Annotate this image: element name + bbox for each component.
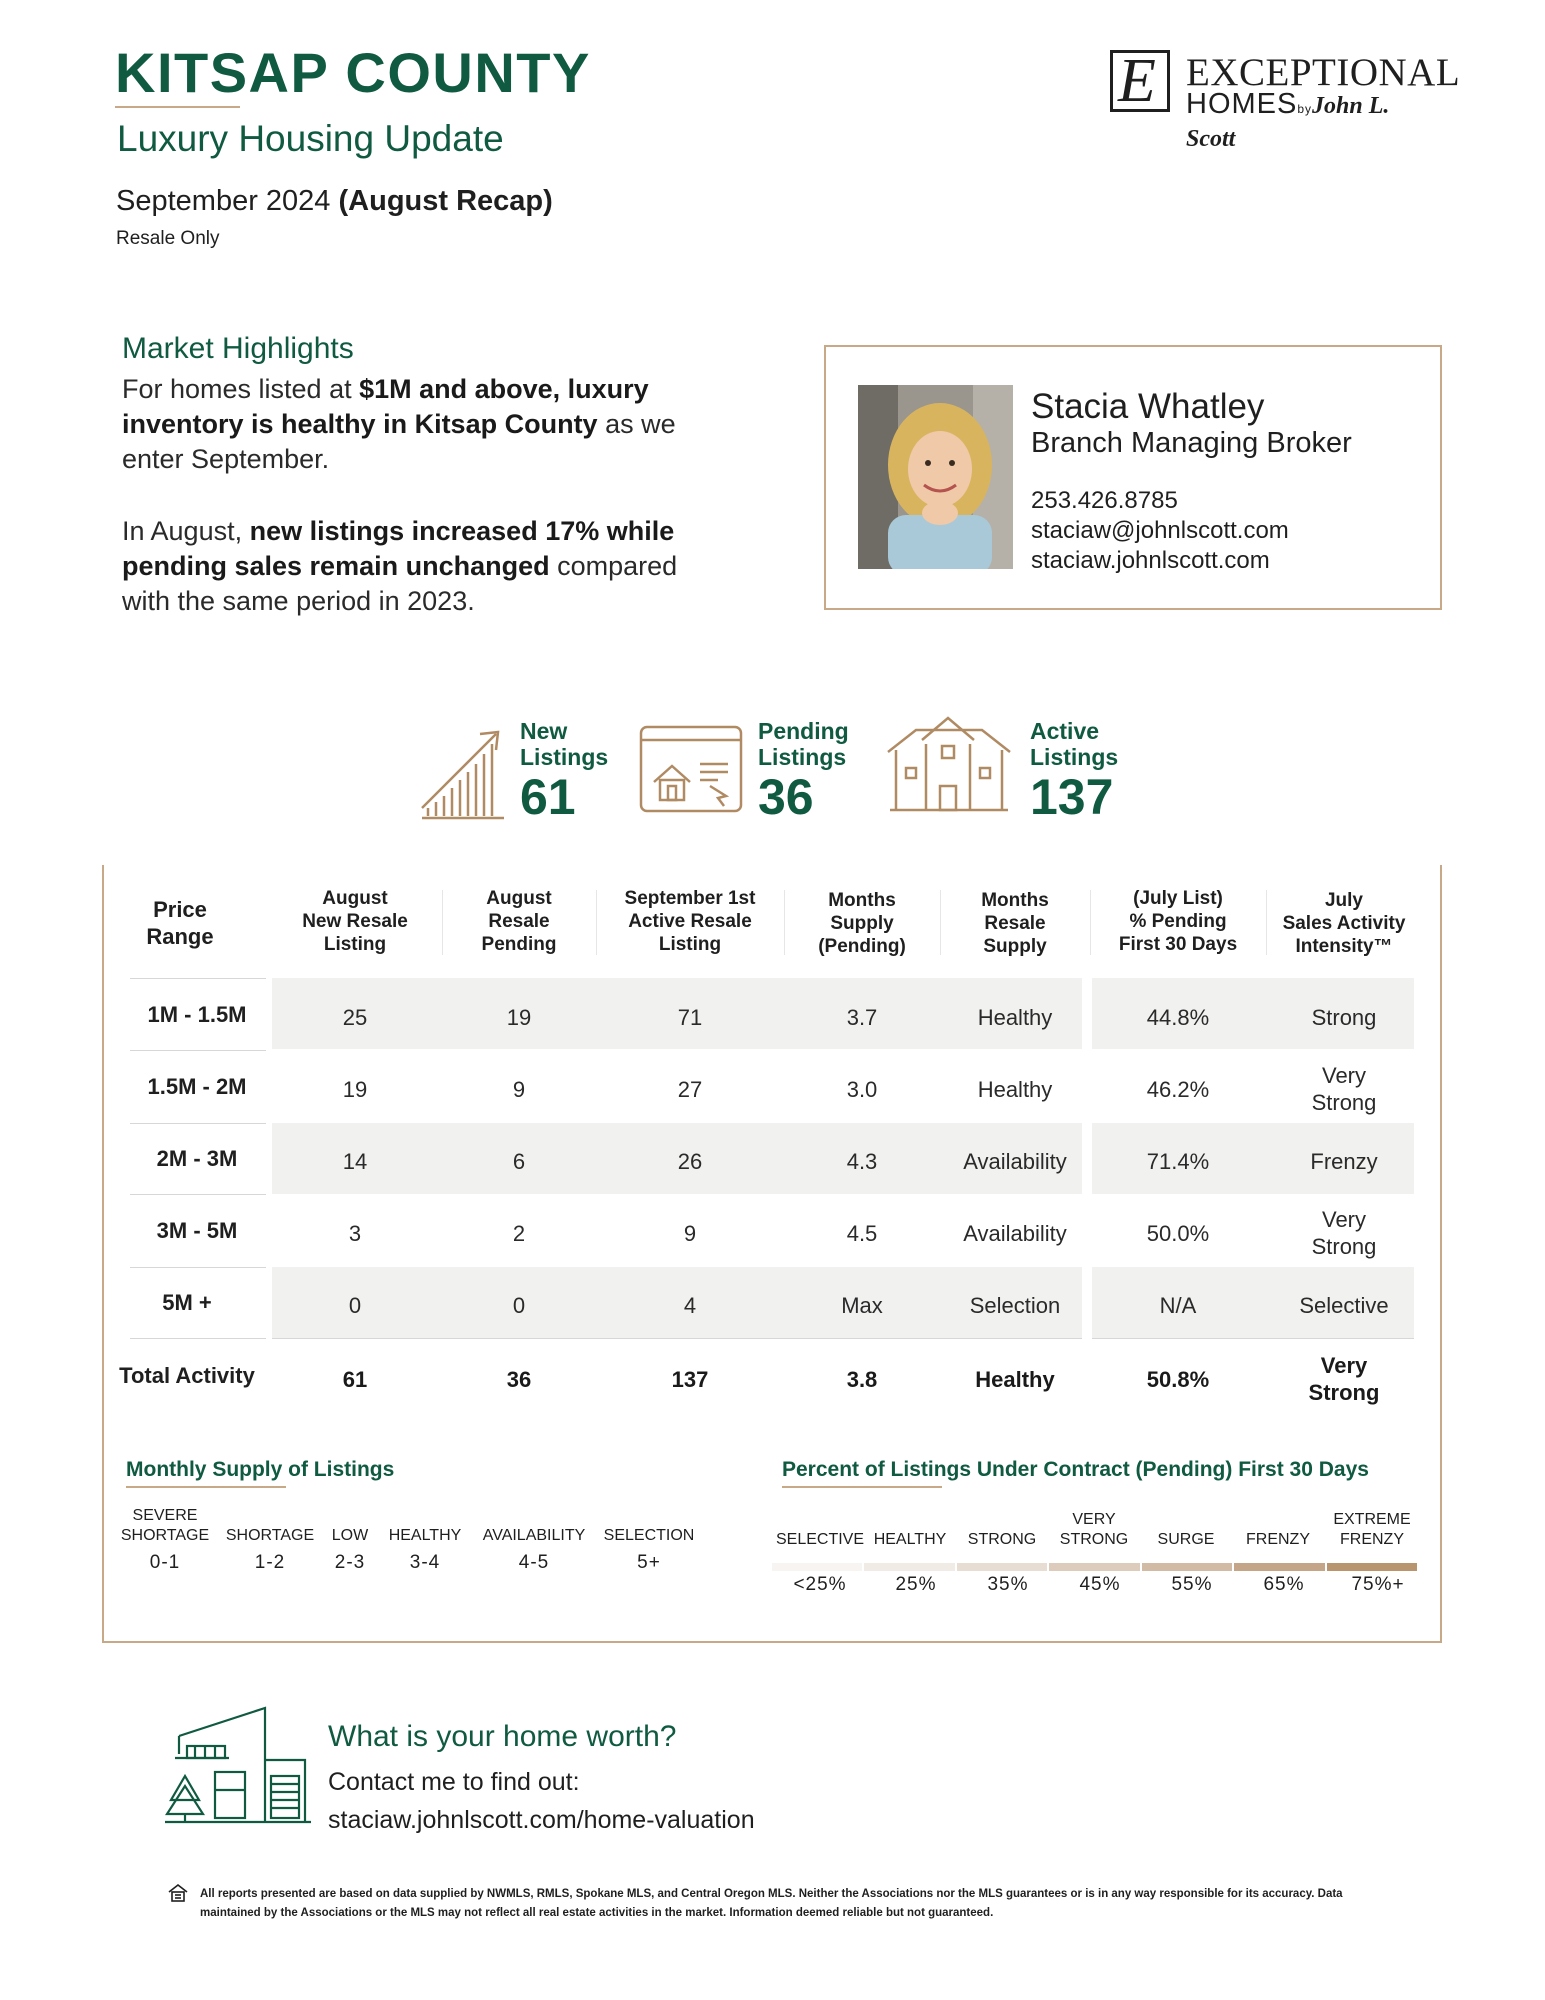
agent-photo (858, 385, 1013, 569)
pending-legend-label: FRENZY (1246, 1531, 1310, 1548)
cell-pct-pending: 46.2% (1146, 1077, 1210, 1102)
pending-legend-value: 25% (895, 1574, 937, 1595)
supply-legend-label: SEVERE SHORTAGE (120, 1507, 210, 1544)
supply-legend-label: AVAILABILITY (482, 1527, 586, 1544)
cell-months-supply: Max (841, 1293, 883, 1318)
cell-intensity: Very Strong (1311, 1207, 1377, 1259)
highlights-paragraph-2: In August, new listings increased 17% while pending sales remain unchanged compared with the same period in 2023. (122, 516, 678, 616)
cell-total-intensity: Very Strong (1308, 1353, 1380, 1405)
cell-months-supply: 3.7 (846, 1005, 878, 1030)
cell-resale-supply: Healthy (977, 1005, 1053, 1030)
supply-legend-value: 1-2 (254, 1552, 286, 1573)
supply-legend-value: 0-1 (149, 1552, 181, 1573)
agent-name: Stacia Whatley (1031, 387, 1265, 426)
cell-resale-supply: Availability (963, 1221, 1067, 1246)
page-title: KITSAP COUNTY (115, 41, 591, 104)
pending-legend-title: Percent of Listings Under Contract (Pending) First 30 Days (782, 1458, 1369, 1481)
active-listings-label: Active Listings (1030, 718, 1119, 770)
report-month: September 2024 (116, 185, 331, 217)
cell-total-pct-pending: 50.8% (1146, 1367, 1210, 1392)
supply-legend-label: SHORTAGE (225, 1527, 315, 1544)
supply-legend-title: Monthly Supply of Listings (126, 1458, 395, 1481)
row-price-range: 5M + (162, 1290, 212, 1315)
cell-total-months-supply: 3.8 (846, 1367, 878, 1392)
logo-line1: EXCEPTIONAL (1186, 51, 1461, 94)
brand-logo: E EXCEPTIONAL HOMESbyJohn L. Scott (1110, 50, 1440, 120)
cell-new: 25 (342, 1005, 368, 1030)
pending-scale-segment (1142, 1563, 1232, 1571)
cell-new: 19 (342, 1077, 368, 1102)
title-divider (115, 106, 240, 108)
supply-legend-label: LOW (331, 1527, 369, 1544)
pending-scale-segment (1234, 1563, 1324, 1571)
col-header-pct-pending: (July List) % Pending First 30 Days (1118, 888, 1238, 955)
row-price-range: 1.5M - 2M (147, 1074, 247, 1099)
cell-pct-pending: 50.0% (1146, 1221, 1210, 1246)
cell-resale-supply: Healthy (977, 1077, 1053, 1102)
cell-active: 4 (683, 1293, 697, 1318)
cell-intensity: Frenzy (1310, 1149, 1378, 1174)
row-price-range: 2M - 3M (156, 1146, 238, 1171)
supply-legend-label: SELECTION (603, 1527, 695, 1544)
logo-line2: HOMESbyJohn L. Scott (1186, 88, 1390, 152)
cell-active: 27 (677, 1077, 703, 1102)
logo-brand: John L. Scott (1186, 93, 1390, 152)
cell-intensity: Very Strong (1311, 1063, 1377, 1115)
house-icon (886, 716, 1014, 814)
agent-role: Branch Managing Broker (1031, 427, 1352, 459)
col-header-active: September 1st Active Resale Listing (624, 888, 756, 955)
pending-legend-value: <25% (793, 1574, 847, 1595)
cell-pending: 19 (506, 1005, 532, 1030)
cell-months-supply: 3.0 (846, 1077, 878, 1102)
cell-intensity: Strong (1311, 1005, 1377, 1030)
pending-legend-label: SELECTIVE (775, 1531, 865, 1548)
cell-pending: 0 (512, 1293, 526, 1318)
cell-active: 9 (683, 1221, 697, 1246)
pending-legend-value: 55% (1171, 1574, 1213, 1595)
cell-active: 26 (677, 1149, 703, 1174)
supply-legend-value: 2-3 (334, 1552, 366, 1573)
cell-active: 71 (677, 1005, 703, 1030)
agent-phone[interactable]: 253.426.8785 (1031, 487, 1178, 514)
disclaimer: All reports presented are based on data supplied by NWMLS, RMLS, Spokane MLS, and Central Oregon MLS. Neither the Associations nor the MLS guarantees or is in any way responsible for its accuracy. Data maintained by the Associations or the MLS may not reflect all real estate activities in the market. Information deemed reliable but not guaranteed. (200, 1888, 1343, 1919)
active-listings-value: 137 (1030, 769, 1114, 825)
agent-website[interactable]: staciaw.johnlscott.com (1031, 547, 1270, 574)
cell-pending: 2 (512, 1221, 526, 1246)
supply-legend-value: 5+ (637, 1552, 661, 1573)
pending-scale-segment (957, 1563, 1047, 1571)
row-total-label: Total Activity (119, 1363, 255, 1388)
col-header-pending: August Resale Pending (481, 888, 557, 955)
cell-total-new: 61 (342, 1367, 368, 1392)
cta-question: What is your home worth? (328, 1720, 677, 1753)
pending-legend-label: EXTREME FRENZY (1333, 1511, 1411, 1548)
pending-legend-value: 65% (1263, 1574, 1305, 1595)
cell-months-supply: 4.3 (846, 1149, 878, 1174)
supply-legend-value: 3-4 (409, 1552, 441, 1573)
col-header-intensity: July Sales Activity Intensity™ (1282, 890, 1406, 957)
report-date (116, 185, 553, 218)
col-header-months-supply-pending: Months Supply (Pending) (818, 890, 906, 957)
agent-contact-card (824, 345, 1442, 610)
supply-legend-label: HEALTHY (388, 1527, 462, 1544)
pending-scale-segment (1327, 1563, 1417, 1571)
highlights-paragraph-1: For homes listed at $1M and above, luxury inventory is healthy in Kitsap County as we enter September. (122, 374, 676, 474)
new-listings-value: 61 (520, 769, 576, 825)
cell-new: 14 (342, 1149, 368, 1174)
equal-housing-icon (168, 1884, 188, 1902)
pending-listings-value: 36 (758, 769, 814, 825)
new-listings-label: New Listings (520, 718, 609, 770)
row-price-range: 1M - 1.5M (147, 1002, 247, 1027)
cell-new: 0 (348, 1293, 362, 1318)
pending-legend-value: 45% (1079, 1574, 1121, 1595)
cell-intensity: Selective (1299, 1293, 1389, 1318)
pending-scale-segment (772, 1563, 862, 1571)
report-scope: Resale Only (116, 228, 220, 249)
cell-pending: 9 (512, 1077, 526, 1102)
chart-growth-icon (418, 728, 510, 822)
row-price-range: 3M - 5M (156, 1218, 238, 1243)
highlights-title: Market Highlights (122, 332, 354, 365)
agent-email[interactable]: staciaw@johnlscott.com (1031, 517, 1289, 544)
pending-legend-label: VERY STRONG (1059, 1511, 1129, 1548)
pending-scale-segment (1049, 1563, 1139, 1571)
cell-pending: 6 (512, 1149, 526, 1174)
pending-legend-value: 35% (987, 1574, 1029, 1595)
home-valuation-icon (165, 1706, 311, 1826)
col-header-months-resale-supply: Months Resale Supply (981, 890, 1049, 957)
cell-pct-pending: 71.4% (1146, 1149, 1210, 1174)
report-recap: (August Recap) (338, 185, 553, 217)
col-header-price-range: Price Range (146, 897, 214, 949)
cell-new: 3 (348, 1221, 362, 1246)
cell-total-resale-supply: Healthy (975, 1367, 1055, 1392)
cell-months-supply: 4.5 (846, 1221, 878, 1246)
cell-pct-pending: N/A (1159, 1293, 1197, 1318)
pending-scale-segment (864, 1563, 954, 1571)
page-subtitle: Luxury Housing Update (117, 118, 504, 159)
pending-legend-label: STRONG (967, 1531, 1037, 1548)
cell-total-active: 137 (671, 1367, 709, 1392)
cta-contact: Contact me to find out: (328, 1768, 580, 1796)
pending-listings-label: Pending Listings (758, 718, 849, 770)
supply-legend-value: 4-5 (518, 1552, 550, 1573)
cell-resale-supply: Availability (963, 1149, 1067, 1174)
cell-total-pending: 36 (506, 1367, 532, 1392)
online-listing-icon (638, 724, 744, 814)
col-header-new-listing: August New Resale Listing (302, 888, 408, 955)
cell-pct-pending: 44.8% (1146, 1005, 1210, 1030)
pending-legend-value: 75%+ (1351, 1574, 1405, 1595)
pending-legend-label: SURGE (1157, 1531, 1215, 1548)
cell-resale-supply: Selection (969, 1293, 1061, 1318)
cta-valuation-link[interactable]: staciaw.johnlscott.com/home-valuation (328, 1806, 755, 1834)
pending-legend-label: HEALTHY (873, 1531, 947, 1548)
